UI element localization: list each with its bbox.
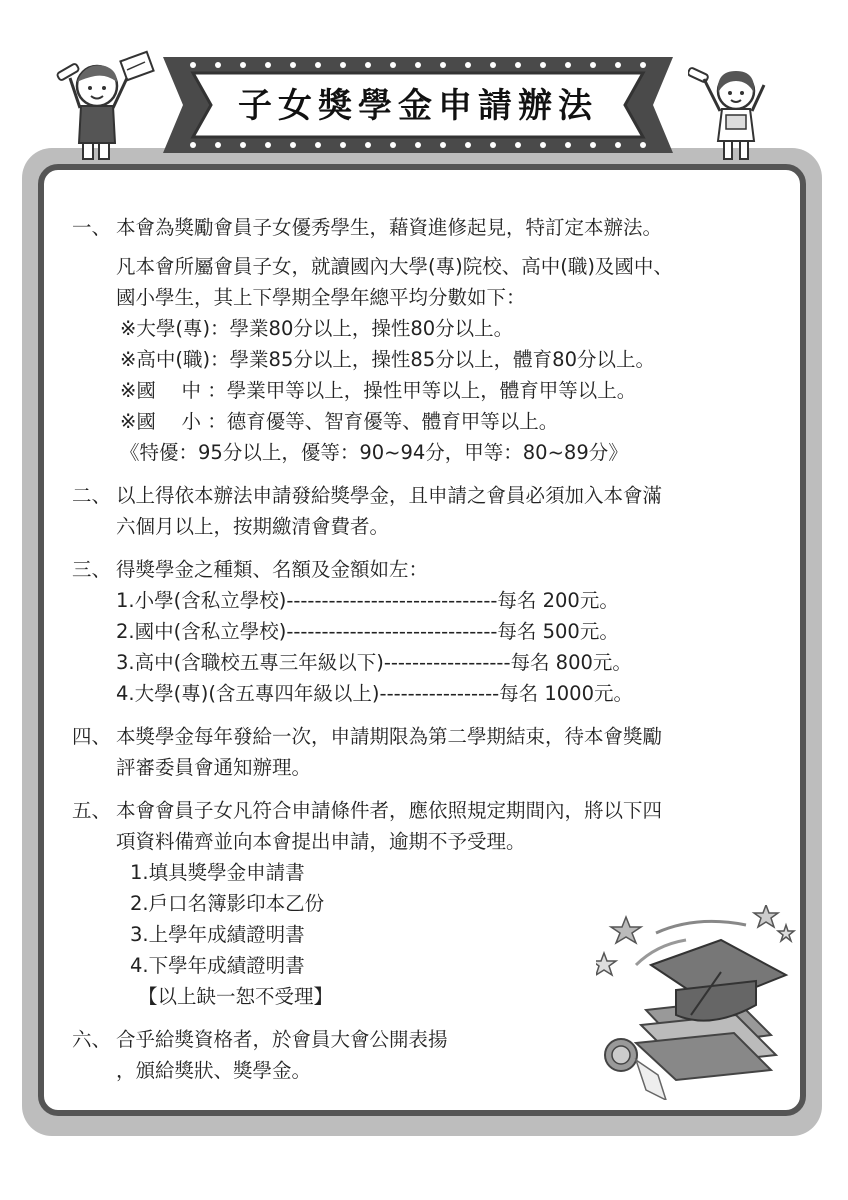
section-number: 三、 xyxy=(72,558,112,581)
section-text: 本會會員子女凡符合申請條件者，應依照規定期間內，將以下四 xyxy=(116,799,663,822)
section-text: 本會為獎勵會員子女優秀學生，藉資進修起見，特訂定本辦法。 xyxy=(116,216,663,239)
award-item: 3.高中(含職校五專三年級以下)------------------每名 800元。 xyxy=(116,651,632,674)
award-item: 2.國中(含私立學校)------------------------------每名 500元。 xyxy=(116,620,619,643)
document-item: 1.填具獎學金申請書 xyxy=(130,861,305,884)
document-item: 4.下學年成績證明書 xyxy=(130,954,305,977)
section-4 xyxy=(72,721,792,783)
title-banner xyxy=(163,45,673,165)
section-text: 評審委員會通知辦理。 xyxy=(116,756,312,779)
section-text: 六個月以上，按期繳清會費者。 xyxy=(116,515,390,538)
section-note: 【以上缺一恕不受理】 xyxy=(138,985,334,1008)
boy-graduate-icon xyxy=(55,48,165,167)
girl-graduate-icon xyxy=(688,65,788,169)
section-number: 一、 xyxy=(72,216,112,239)
page-title: 子女獎學金申請辦法 xyxy=(238,86,598,126)
document-item: 2.戶口名簿影印本乙份 xyxy=(130,892,325,915)
graduation-cap-books-icon xyxy=(596,905,796,1104)
award-item: 1.小學(含私立學校)------------------------------每名 200元。 xyxy=(116,589,619,612)
section-text: 以上得依本辦法申請發給獎學金，且申請之會員必須加入本會滿 xyxy=(116,484,663,507)
section-1 xyxy=(72,212,792,243)
section-text: ，頒給獎狀、獎學金。 xyxy=(116,1059,312,1082)
section-3 xyxy=(72,554,792,709)
criteria-item: ※國 小 ：德育優等、智育優等、體育甲等以上。 xyxy=(120,410,559,433)
criteria-item: ※大學(專)：學業80分以上，操性80分以上。 xyxy=(120,317,514,340)
section-number: 六、 xyxy=(72,1028,112,1051)
award-item: 4.大學(專)(含五專四年級以上)-----------------每名 1000元。 xyxy=(116,682,633,705)
section-2 xyxy=(72,480,792,542)
section-number: 五、 xyxy=(72,799,112,822)
criteria-item: ※國 中 ：學業甲等以上，操性甲等以上，體育甲等以上。 xyxy=(120,379,637,402)
criteria-item: ※高中(職)：學業85分以上，操性85分以上，體育80分以上。 xyxy=(120,348,655,371)
eligibility-text: 凡本會所屬會員子女，就讀國內大學(專)院校、高中(職)及國中、 xyxy=(116,255,673,278)
section-text: 項資料備齊並向本會提出申請，逾期不予受理。 xyxy=(116,830,526,853)
grade-scale: 《特優：95分以上，優等：90~94分，甲等：80~89分》 xyxy=(120,441,628,464)
section-number: 二、 xyxy=(72,484,112,507)
section-number: 四、 xyxy=(72,725,112,748)
document-item: 3.上學年成績證明書 xyxy=(130,923,305,946)
section-text: 得獎學金之種類、名額及金額如左： xyxy=(116,558,429,581)
eligibility-text: 國小學生，其上下學期全學年總平均分數如下： xyxy=(116,286,526,309)
section-text: 本獎學金每年發給一次，申請期限為第二學期結束，待本會獎勵 xyxy=(116,725,663,748)
section-text: 合乎給獎資格者，於會員大會公開表揚 xyxy=(116,1028,448,1051)
